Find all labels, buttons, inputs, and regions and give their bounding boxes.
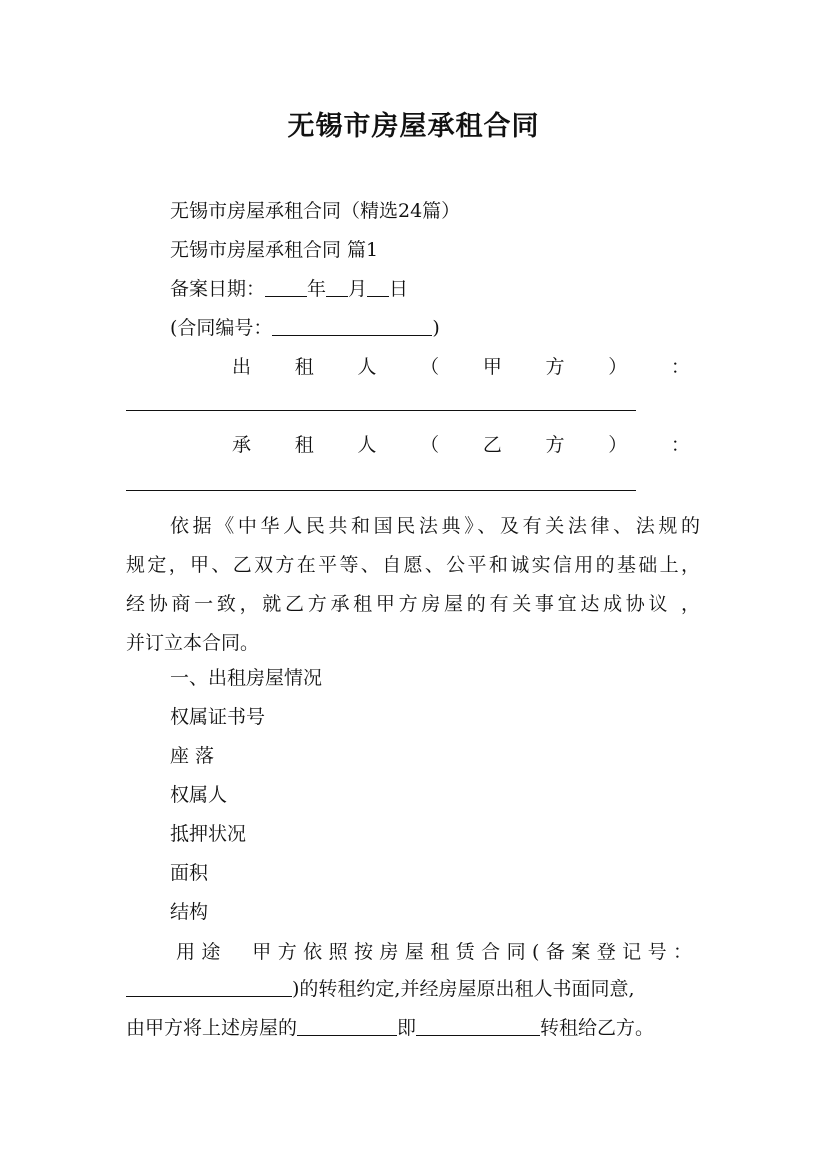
lessee-char: ）	[608, 434, 628, 456]
lessee-line	[232, 433, 690, 457]
section-heading: 一、出租房屋情况	[170, 667, 323, 689]
paragraph-line: 规定，甲、乙双方在平等、自愿、公平和诚实信用的基础上，	[126, 554, 700, 576]
filing-date-line	[170, 277, 408, 301]
usage-line-3-b: 即	[397, 1017, 417, 1039]
usage-line-2	[126, 977, 635, 1001]
lessor-char: 甲	[482, 356, 502, 378]
day-blank	[367, 278, 389, 297]
document-title: 无锡市房屋承租合同	[287, 111, 540, 142]
item-mortgage: 抵押状况	[170, 823, 247, 845]
contract-number-label: (合同编号：	[170, 317, 273, 339]
lessee-char: ：	[670, 434, 690, 456]
lessor-char: 人	[357, 356, 377, 378]
contract-number-close: )	[432, 317, 440, 339]
lessee-char: 乙	[482, 434, 502, 456]
paragraph-line: 经协商一致，就乙方承租甲方房屋的有关事宜达成协议 ，	[126, 593, 700, 615]
usage-line-3	[126, 1016, 654, 1040]
lessee-char: 租	[294, 434, 314, 456]
lessee-char: 承	[232, 434, 252, 456]
lessee-char: （	[420, 434, 440, 456]
usage-line-2-text: )的转租约定,并经房屋原出租人书面同意,	[292, 978, 635, 1000]
paragraph-line: 并订立本合同。	[126, 632, 260, 654]
lessor-char: 方	[545, 356, 565, 378]
contract-number-blank	[272, 317, 432, 336]
lessor-char: ：	[670, 356, 690, 378]
usage-line-3-c: 转租给乙方。	[540, 1017, 655, 1039]
contract-number-line	[170, 316, 440, 340]
month-label: 月	[348, 278, 368, 300]
lessor-line	[232, 355, 690, 379]
filing-date-label: 备案日期：	[170, 278, 266, 300]
item-structure: 结构	[170, 901, 209, 923]
lessor-char: 租	[294, 356, 314, 378]
year-blank	[265, 278, 307, 297]
lessee-blank-rule	[126, 490, 636, 491]
lessor-char: （	[420, 356, 440, 378]
lessor-char: 出	[232, 356, 252, 378]
registration-number-blank	[126, 978, 292, 997]
usage-line-3-a: 由甲方将上述房屋的	[126, 1017, 298, 1039]
lessor-char: ）	[608, 356, 628, 378]
usage-line: 用途 甲方依照按房屋租赁合同(备案登记号：	[176, 941, 692, 963]
premises-blank	[297, 1017, 397, 1036]
document-subtitle: 无锡市房屋承租合同（精选24篇）	[170, 200, 461, 222]
year-label: 年	[307, 278, 327, 300]
lessee-char: 方	[545, 434, 565, 456]
day-label: 日	[389, 278, 409, 300]
item-owner: 权属人	[170, 784, 228, 806]
paragraph-line: 依据《中华人民共和国民法典》、及有关法律、法规的	[170, 515, 700, 537]
month-blank	[326, 278, 348, 297]
item-location: 座 落	[170, 745, 215, 767]
lessee-char: 人	[357, 434, 377, 456]
lessor-blank-rule	[126, 410, 636, 411]
item-cert-number: 权属证书号	[170, 706, 266, 728]
item-area: 面积	[170, 862, 209, 884]
premises-detail-blank	[416, 1017, 540, 1036]
article-heading: 无锡市房屋承租合同 篇1	[170, 239, 379, 261]
